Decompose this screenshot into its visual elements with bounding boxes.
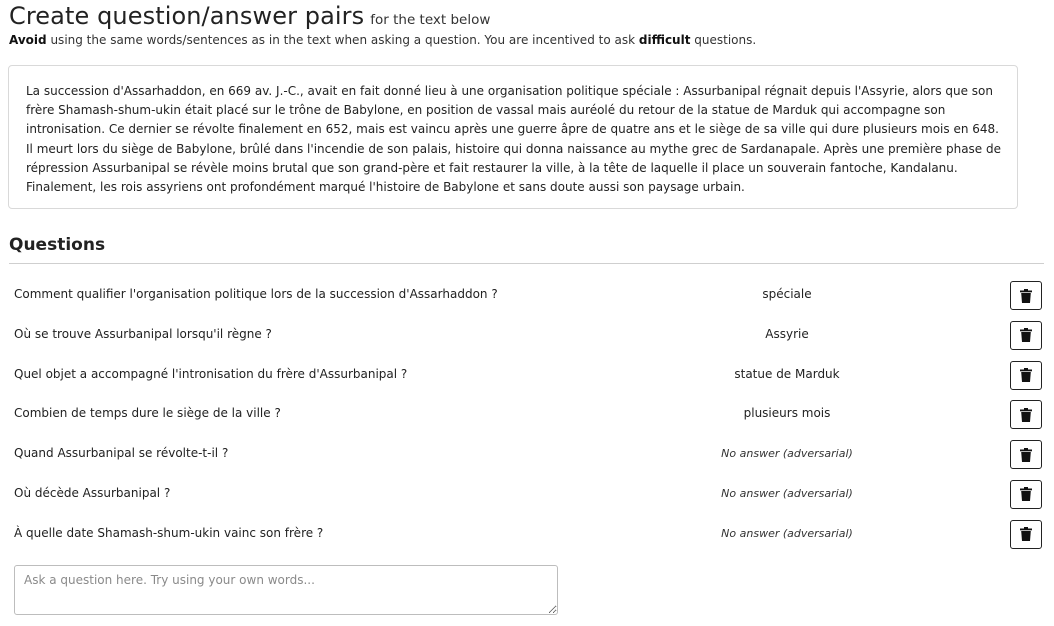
delete-question-button[interactable] <box>1010 361 1042 390</box>
question-row <box>0 395 1054 435</box>
title-row <box>9 2 1044 30</box>
answer-text: statue de Marduk <box>734 366 840 381</box>
trash-icon <box>1020 368 1032 382</box>
question-text: Où décède Assurbanipal ? <box>14 485 171 500</box>
trash-icon <box>1020 527 1032 541</box>
question-text: À quelle date Shamash-shum-ukin vainc son frère ? <box>14 525 324 540</box>
instructions <box>9 33 1044 47</box>
question-list <box>0 276 1054 555</box>
trash-icon <box>1020 487 1032 501</box>
answer-text: No answer (adversarial) <box>721 526 853 540</box>
question-row <box>0 276 1054 316</box>
instructions-end: questions. <box>690 33 757 47</box>
answer-text: spéciale <box>762 287 812 301</box>
page-title: Create question/answer pairs <box>9 2 365 30</box>
divider <box>9 263 1044 264</box>
answer-text: No answer (adversarial) <box>721 486 853 500</box>
answer-text: Assyrie <box>765 326 809 341</box>
delete-question-button[interactable] <box>1010 281 1042 310</box>
header <box>9 2 1044 47</box>
instructions-avoid: Avoid <box>9 33 47 47</box>
question-text: Où se trouve Assurbanipal lorsqu'il règne ? <box>14 326 272 341</box>
instructions-difficult: difficult <box>638 33 691 47</box>
trash-icon <box>1020 408 1032 422</box>
question-text: Quand Assurbanipal se révolte-t-il ? <box>14 446 229 461</box>
question-row <box>0 515 1054 555</box>
delete-question-button[interactable] <box>1010 321 1042 350</box>
trash-icon <box>1020 448 1032 462</box>
question-row <box>0 356 1054 396</box>
page-subtitle: for the text below <box>370 12 491 28</box>
passage-text: La succession d'Assarhaddon, en 669 av. J.-C., avait en fait donné lieu à une organisation politique spéciale : Assurbanipal régnait depuis l'Assyrie, alors que son frère Shamash-shum-ukin était placé sur le trône de Babylone, en position de vassal mais auréolé du retour de la statue de Marduk qui accompagne son intronisation. Ce dernier se révolte finalement en 652, mais est vaincu après une guerre âpre de quatre ans et le siège de sa ville qui dure plusieurs mois en 648. Il meurt lors du siège de Babylone, brûlé dans l'incendie de son palais, histoire qui donna naissance au mythe grec de Sardanapale. Après une première phase de répression Assurbanipal se révèle moins brutal que son grand-père et fait restaurer la ville, à la tête de laquelle il place un souverain fantoche, Kandalanu. Finalement, les rois assyriens ont profondément marqué l'histoire de Babylone et sans doute aussi son paysage urbain. <box>8 65 1018 209</box>
delete-question-button[interactable] <box>1010 440 1042 469</box>
question-text: Quel objet a accompagné l'intronisation du frère d'Assurbanipal ? <box>14 366 408 381</box>
delete-question-button[interactable] <box>1010 520 1042 549</box>
question-row <box>0 475 1054 515</box>
question-row <box>0 316 1054 356</box>
question-row <box>0 435 1054 475</box>
delete-question-button[interactable] <box>1010 400 1042 429</box>
question-text: Comment qualifier l'organisation politique lors de la succession d'Assarhaddon ? <box>14 287 498 301</box>
answer-text: plusieurs mois <box>743 406 831 421</box>
questions-heading: Questions <box>9 235 106 255</box>
answer-text: No answer (adversarial) <box>721 447 853 461</box>
trash-icon <box>1020 289 1032 303</box>
question-input[interactable] <box>14 565 558 615</box>
question-text: Combien de temps dure le siège de la ville ? <box>14 406 281 421</box>
trash-icon <box>1020 328 1032 342</box>
instructions-text: using the same words/sentences as in the text when asking a question. You are incentived to ask <box>46 33 639 47</box>
delete-question-button[interactable] <box>1010 480 1042 509</box>
